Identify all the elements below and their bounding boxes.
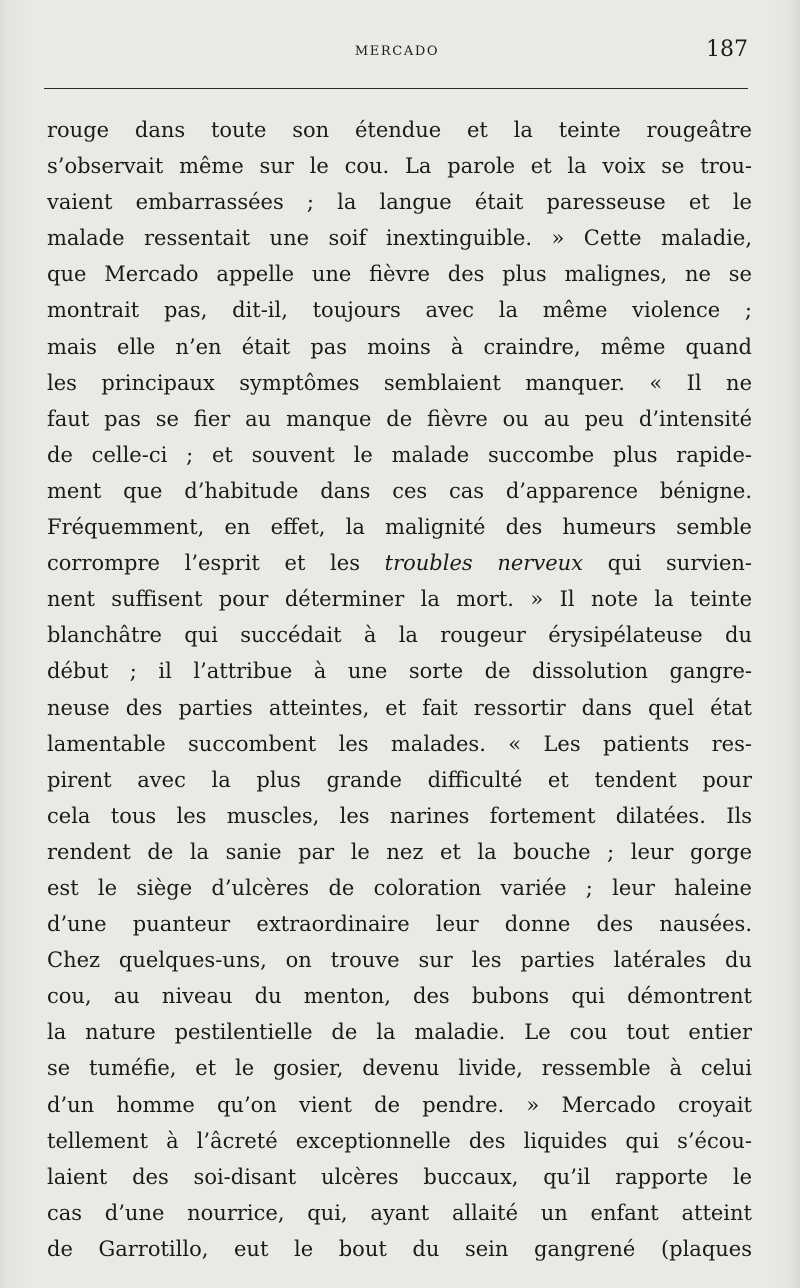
page-number: 187 (706, 37, 748, 62)
text-line: tellement à l’âcreté exceptionnelle des liquides qui s’écou- (47, 1128, 752, 1153)
text-line: nent suffisent pour déterminer la mort. » Il note la teinte (47, 587, 752, 612)
text-line: de celle-ci ; et souvent le malade succombe plus rapide- (47, 442, 752, 467)
text-line-with-italic (47, 545, 752, 581)
page-header (44, 34, 750, 74)
text-line: cas d’une nourrice, qui, ayant allaité un enfant atteint (47, 1200, 752, 1225)
text-line: mais elle n’en était pas moins à craindre, même quand (47, 334, 752, 359)
text-line: est le siège d’ulcères de coloration variée ; leur haleine (47, 875, 752, 900)
text-line: s’observait même sur le cou. La parole et la voix se trou- (47, 154, 752, 179)
text-line: début ; il l’attribue à une sorte de dissolution gangre- (47, 659, 752, 684)
text-line: vaient embarrassées ; la langue était paresseuse et le (47, 190, 752, 215)
text-line: pirent avec la plus grande difficulté et tendent pour (47, 767, 752, 792)
text-line: que Mercado appelle une fièvre des plus malignes, ne se (47, 262, 752, 287)
text-line: montrait pas, dit-il, toujours avec la même violence ; (47, 298, 752, 323)
text-line: neuse des parties atteintes, et fait ressortir dans quel état (47, 695, 752, 720)
text-line: se tuméfie, et le gosier, devenu livide, ressemble à celui (47, 1056, 752, 1081)
text-line: cela tous les muscles, les narines fortement dilatées. Ils (47, 803, 752, 828)
text-line: blanchâtre qui succédait à la rougeur érysipélateuse du (47, 623, 752, 648)
text-line: faut pas se fier au manque de fièvre ou au peu d’intensité (47, 406, 752, 431)
text-line: lamentable succombent les malades. « Les patients res- (47, 731, 752, 756)
text-segment: corrompre l’esprit et les (47, 551, 385, 576)
text-line: d’une puanteur extraordinaire leur donne des nausées. (47, 912, 752, 937)
text-line: cou, au niveau du menton, des bubons qui démontrent (47, 984, 752, 1009)
text-segment: qui survien- (583, 551, 752, 576)
text-line: Fréquemment, en effet, la malignité des humeurs semble (47, 515, 752, 540)
text-line: de Garrotillo, eut le bout du sein gangrené (plaques (47, 1236, 752, 1261)
text-line: malade ressentait une soif inextinguible. » Cette maladie, (47, 226, 752, 251)
text-line: Chez quelques-uns, on trouve sur les parties latérales du (47, 948, 752, 973)
text-line: les principaux symptômes semblaient manquer. « Il ne (47, 370, 752, 395)
text-line: d’un homme qu’on vient de pendre. » Mercado croyait (47, 1092, 752, 1117)
text-line: la nature pestilentielle de la maladie. Le cou tout entier (47, 1020, 752, 1045)
body-text (47, 112, 752, 1267)
text-line: ment que d’habitude dans ces cas d’apparence bénigne. (47, 478, 752, 503)
text-line: rouge dans toute son étendue et la teinte rougeâtre (47, 118, 752, 142)
running-title: MERCADO (354, 44, 440, 59)
italic-phrase: troubles nerveux (384, 551, 583, 576)
text-line: rendent de la sanie par le nez et la bouche ; leur gorge (47, 839, 752, 864)
text-line: laient des soi-disant ulcères buccaux, qu’il rapporte le (47, 1164, 752, 1189)
header-rule (44, 88, 748, 89)
